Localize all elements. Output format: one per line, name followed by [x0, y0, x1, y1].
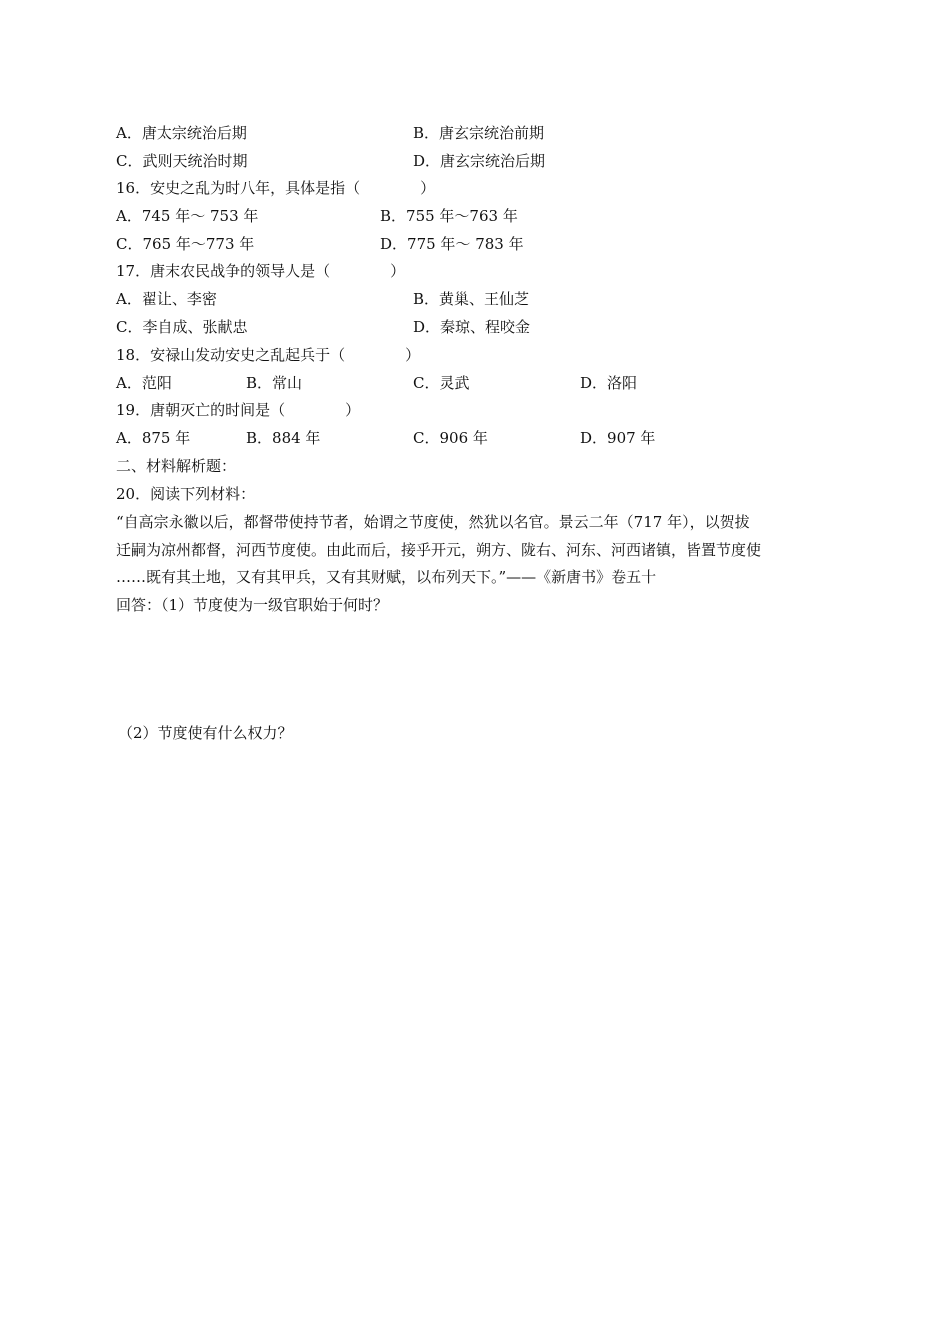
section2-title: 二、材料解析题： — [116, 457, 237, 475]
q19-option-a: A．875 年 — [116, 429, 191, 447]
material-line-3: ……既有其土地，又有其甲兵，又有其财赋，以布列天下。”——《新唐书》卷五十 — [116, 568, 657, 586]
q17-option-b: B．黄巢、王仙芝 — [413, 290, 530, 308]
q16-option-c: C．765 年～773 年 — [116, 235, 255, 253]
q17-stem: 17．唐末农民战争的领导人是（ ） — [116, 262, 406, 280]
q19-option-d: D．907 年 — [580, 429, 656, 447]
q17-option-a: A．翟让、李密 — [116, 290, 217, 308]
q15-option-b: B．唐玄宗统治前期 — [413, 124, 545, 142]
q17-option-d: D．秦琼、程咬金 — [413, 318, 531, 336]
q20-stem: 20．阅读下列材料： — [116, 485, 256, 503]
q19-option-b: B．884 年 — [246, 429, 321, 447]
q18-stem: 18．安禄山发动安史之乱起兵于（ ） — [116, 346, 421, 364]
q19-option-c: C．906 年 — [413, 429, 488, 447]
q18-option-d: D．洛阳 — [580, 374, 638, 392]
material-line-2: 迁嗣为凉州都督，河西节度使。由此而后，接乎开元，朔方、陇右、河东、河西诸镇，皆置节度使 — [116, 541, 762, 559]
q18-option-a: A．范阳 — [116, 374, 172, 392]
material-line-1: “自高宗永徽以后，都督带使持节者，始谓之节度使，然犹以名官。景云二年（717 年），以贺拔 — [116, 513, 750, 531]
answer-question-1: 回答：（1）节度使为一级官职始于何时？ — [116, 596, 389, 614]
q15-option-c: C．武则天统治时期 — [116, 152, 248, 170]
q16-option-d: D．775 年～ 783 年 — [380, 235, 524, 253]
answer-question-2: （2）节度使有什么权力？ — [118, 724, 293, 742]
q18-option-b: B．常山 — [246, 374, 303, 392]
q16-stem: 16．安史之乱为时八年，具体是指（ ） — [116, 179, 436, 197]
q16-option-a: A．745 年～ 753 年 — [116, 207, 259, 225]
q15-option-d: D．唐玄宗统治后期 — [413, 152, 546, 170]
q19-stem: 19．唐朝灭亡的时间是（ ） — [116, 401, 361, 419]
q15-option-a: A．唐太宗统治后期 — [116, 124, 247, 142]
q18-option-c: C．灵武 — [413, 374, 470, 392]
q17-option-c: C．李自成、张献忠 — [116, 318, 248, 336]
q16-option-b: B．755 年～763 年 — [380, 207, 518, 225]
